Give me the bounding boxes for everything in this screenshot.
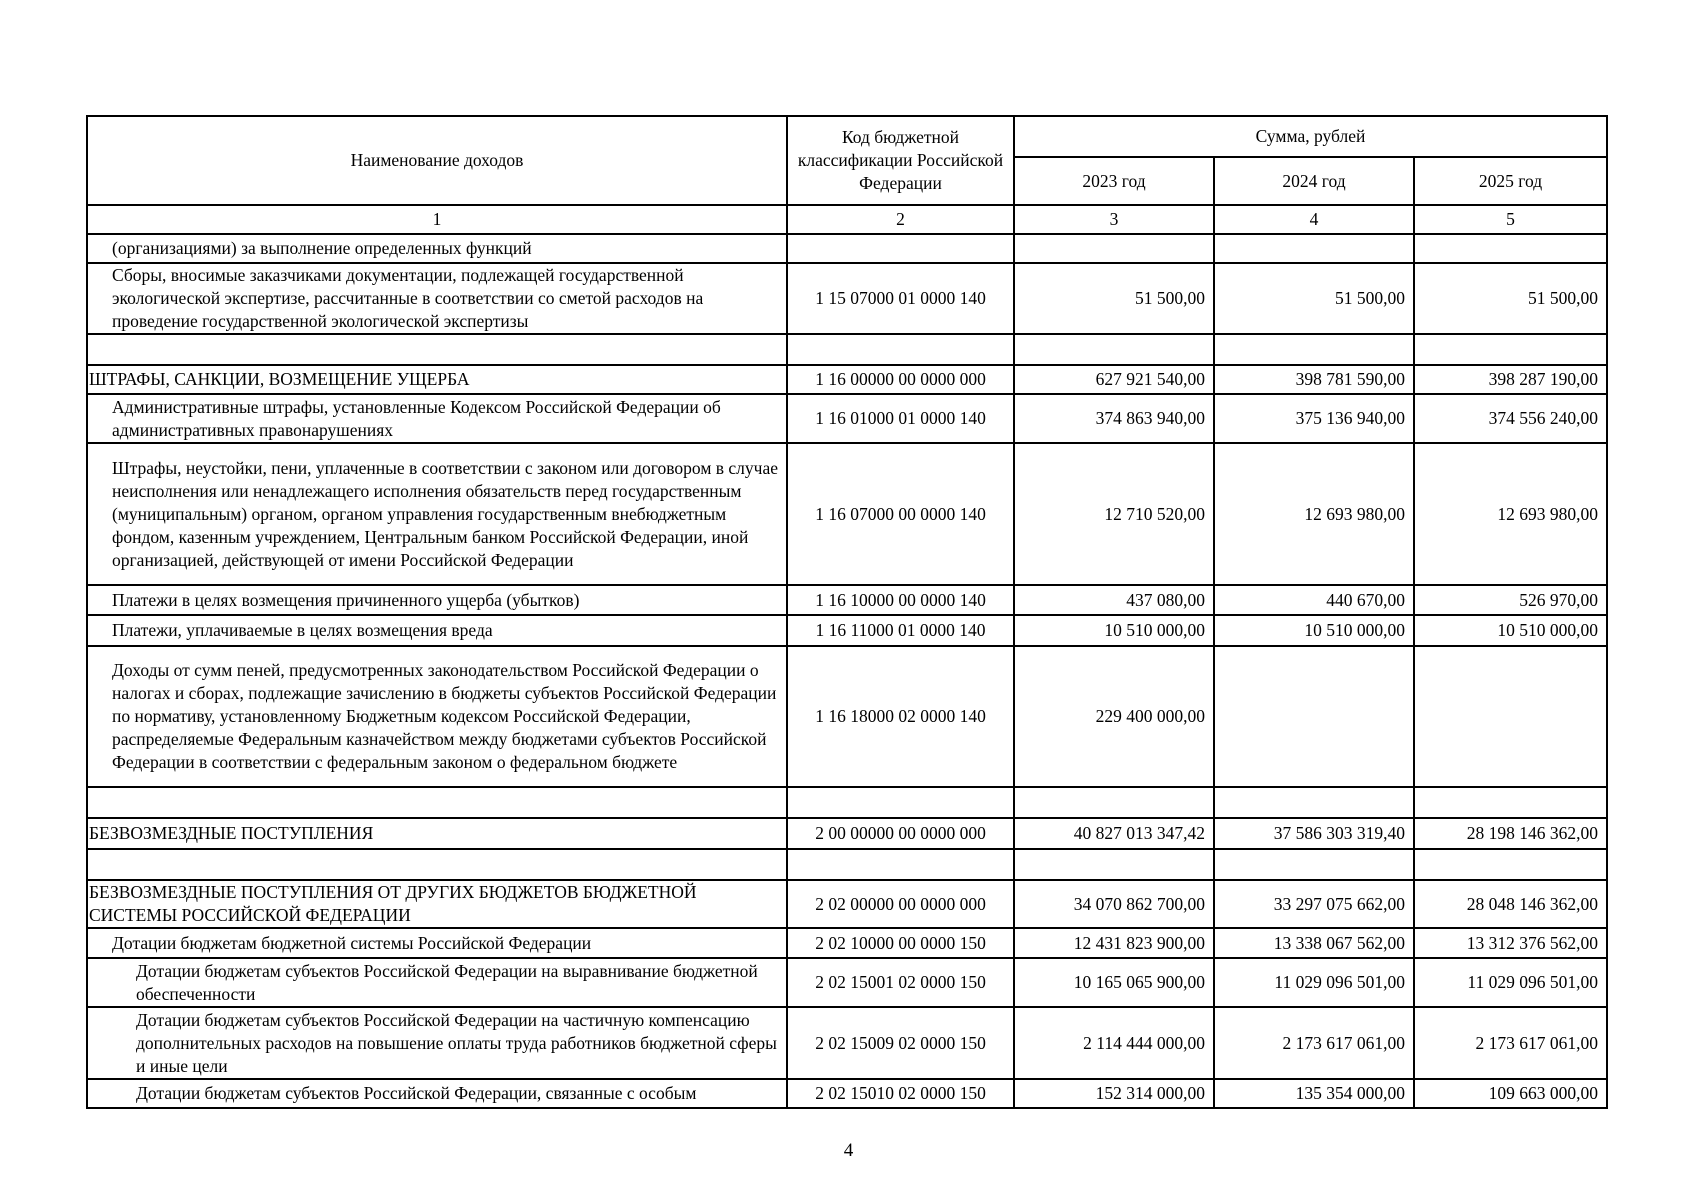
amount-2023: 40 827 013 347,42 xyxy=(1014,818,1214,849)
revenue-name: Дотации бюджетам бюджетной системы Российской Федерации xyxy=(87,928,787,958)
amount-2023: 437 080,00 xyxy=(1014,585,1214,615)
header-year-2023: 2023 год xyxy=(1014,157,1214,205)
budget-code: 2 02 15009 02 0000 150 xyxy=(787,1007,1014,1079)
table-row xyxy=(87,958,1607,1007)
revenue-name: БЕЗВОЗМЕЗДНЫЕ ПОСТУПЛЕНИЯ ОТ ДРУГИХ БЮДЖЕТОВ БЮДЖЕТНОЙ СИСТЕМЫ РОССИЙСКОЙ ФЕДЕРАЦИИ xyxy=(87,880,787,928)
column-index: 4 xyxy=(1214,205,1414,234)
amount-2024 xyxy=(1214,646,1414,787)
column-index: 3 xyxy=(1014,205,1214,234)
budget-code xyxy=(787,234,1014,263)
amount-2023: 10 510 000,00 xyxy=(1014,615,1214,646)
header-year-2024: 2024 год xyxy=(1214,157,1414,205)
amount-2023: 34 070 862 700,00 xyxy=(1014,880,1214,928)
amount-2025: 398 287 190,00 xyxy=(1414,365,1607,394)
table-row xyxy=(87,928,1607,958)
revenue-name: Доходы от сумм пеней, предусмотренных законодательством Российской Федерации о налогах и сборах, подлежащие зачислению в бюджеты субъектов Российской Федерации по нормативу, установленному Бюджетным кодексом Российской Федерации, распределяемые Федеральным казначейством между бюджетами субъектов Российской Федерации в соответствии с федеральным законом о федеральном бюджете xyxy=(87,646,787,787)
budget-code: 1 16 01000 01 0000 140 xyxy=(787,394,1014,443)
amount-2024: 440 670,00 xyxy=(1214,585,1414,615)
table-row xyxy=(87,365,1607,394)
budget-code xyxy=(787,787,1014,818)
table-row xyxy=(87,263,1607,334)
revenue-name xyxy=(87,787,787,818)
table-row xyxy=(87,646,1607,787)
revenue-name: Сборы, вносимые заказчиками документации, подлежащей государственной экологической экспертизе, рассчитанные в соответствии со сметой расходов на проведение государственной экологической экспертизы xyxy=(87,263,787,334)
column-index: 2 xyxy=(787,205,1014,234)
table-row xyxy=(87,880,1607,928)
amount-2025: 12 693 980,00 xyxy=(1414,443,1607,585)
amount-2023: 229 400 000,00 xyxy=(1014,646,1214,787)
amount-2024 xyxy=(1214,234,1414,263)
amount-2023: 627 921 540,00 xyxy=(1014,365,1214,394)
amount-2025: 28 198 146 362,00 xyxy=(1414,818,1607,849)
amount-2025 xyxy=(1414,334,1607,365)
amount-2024: 398 781 590,00 xyxy=(1214,365,1414,394)
table-row xyxy=(87,394,1607,443)
amount-2024: 11 029 096 501,00 xyxy=(1214,958,1414,1007)
revenue-name: Платежи, уплачиваемые в целях возмещения вреда xyxy=(87,615,787,646)
revenue-name: (организациями) за выполнение определенных функций xyxy=(87,234,787,263)
amount-2024: 33 297 075 662,00 xyxy=(1214,880,1414,928)
budget-code: 2 02 15001 02 0000 150 xyxy=(787,958,1014,1007)
revenue-name: БЕЗВОЗМЕЗДНЫЕ ПОСТУПЛЕНИЯ xyxy=(87,818,787,849)
revenue-name: Дотации бюджетам субъектов Российской Федерации, связанные с особым xyxy=(87,1079,787,1108)
budget-code xyxy=(787,849,1014,880)
budget-code: 2 02 00000 00 0000 000 xyxy=(787,880,1014,928)
amount-2024: 10 510 000,00 xyxy=(1214,615,1414,646)
budget-code: 2 02 10000 00 0000 150 xyxy=(787,928,1014,958)
amount-2024: 51 500,00 xyxy=(1214,263,1414,334)
table-row xyxy=(87,615,1607,646)
header-name: Наименование доходов xyxy=(87,116,787,205)
table-row xyxy=(87,818,1607,849)
amount-2023: 2 114 444 000,00 xyxy=(1014,1007,1214,1079)
revenue-name: Дотации бюджетам субъектов Российской Федерации на частичную компенсацию дополнительных расходов на повышение оплаты труда работников бюджетной сферы и иные цели xyxy=(87,1007,787,1079)
revenue-name: Платежи в целях возмещения причиненного ущерба (убытков) xyxy=(87,585,787,615)
amount-2023: 152 314 000,00 xyxy=(1014,1079,1214,1108)
table-row xyxy=(87,585,1607,615)
revenue-name xyxy=(87,849,787,880)
column-index: 5 xyxy=(1414,205,1607,234)
amount-2023: 10 165 065 900,00 xyxy=(1014,958,1214,1007)
table-row xyxy=(87,234,1607,263)
amount-2025 xyxy=(1414,234,1607,263)
table-row xyxy=(87,1007,1607,1079)
amount-2023 xyxy=(1014,234,1214,263)
amount-2025: 13 312 376 562,00 xyxy=(1414,928,1607,958)
amount-2023 xyxy=(1014,787,1214,818)
budget-code: 2 00 00000 00 0000 000 xyxy=(787,818,1014,849)
amount-2024: 12 693 980,00 xyxy=(1214,443,1414,585)
revenue-name xyxy=(87,334,787,365)
budget-table xyxy=(86,115,1608,1109)
table-row xyxy=(87,849,1607,880)
amount-2024: 375 136 940,00 xyxy=(1214,394,1414,443)
budget-code: 1 16 10000 00 0000 140 xyxy=(787,585,1014,615)
revenue-name: Штрафы, неустойки, пени, уплаченные в соответствии с законом или договором в случае неисполнения или ненадлежащего исполнения обязательств перед государственным (муниципальным) органом, органом управления государственным внебюджетным фондом, казенным учреждением, Центральным банком Российской Федерации, иной организацией, действующей от имени Российской Федерации xyxy=(87,443,787,585)
amount-2023 xyxy=(1014,849,1214,880)
column-index: 1 xyxy=(87,205,787,234)
amount-2025: 10 510 000,00 xyxy=(1414,615,1607,646)
amount-2025: 109 663 000,00 xyxy=(1414,1079,1607,1108)
revenue-name: Административные штрафы, установленные Кодексом Российской Федерации об административных правонарушениях xyxy=(87,394,787,443)
revenue-name: Дотации бюджетам субъектов Российской Федерации на выравнивание бюджетной обеспеченности xyxy=(87,958,787,1007)
header-sum: Сумма, рублей xyxy=(1014,116,1607,157)
amount-2025: 2 173 617 061,00 xyxy=(1414,1007,1607,1079)
amount-2023: 374 863 940,00 xyxy=(1014,394,1214,443)
budget-code: 1 16 00000 00 0000 000 xyxy=(787,365,1014,394)
amount-2024 xyxy=(1214,849,1414,880)
header-code: Код бюджетной классификации Российской Федерации xyxy=(787,116,1014,205)
page-number: 4 xyxy=(843,1140,854,1161)
amount-2025 xyxy=(1414,787,1607,818)
amount-2024: 13 338 067 562,00 xyxy=(1214,928,1414,958)
amount-2023: 51 500,00 xyxy=(1014,263,1214,334)
amount-2024 xyxy=(1214,787,1414,818)
budget-code: 1 16 18000 02 0000 140 xyxy=(787,646,1014,787)
budget-code xyxy=(787,334,1014,365)
table-row xyxy=(87,787,1607,818)
amount-2024: 2 173 617 061,00 xyxy=(1214,1007,1414,1079)
amount-2025: 11 029 096 501,00 xyxy=(1414,958,1607,1007)
budget-code: 2 02 15010 02 0000 150 xyxy=(787,1079,1014,1108)
table-row xyxy=(87,1079,1607,1108)
amount-2025 xyxy=(1414,646,1607,787)
table-row xyxy=(87,443,1607,585)
header-year-2025: 2025 год xyxy=(1414,157,1607,205)
amount-2023: 12 710 520,00 xyxy=(1014,443,1214,585)
table-row xyxy=(87,334,1607,365)
amount-2025: 28 048 146 362,00 xyxy=(1414,880,1607,928)
amount-2024: 37 586 303 319,40 xyxy=(1214,818,1414,849)
amount-2025: 374 556 240,00 xyxy=(1414,394,1607,443)
budget-code: 1 15 07000 01 0000 140 xyxy=(787,263,1014,334)
amount-2023 xyxy=(1014,334,1214,365)
amount-2023: 12 431 823 900,00 xyxy=(1014,928,1214,958)
revenue-name: ШТРАФЫ, САНКЦИИ, ВОЗМЕЩЕНИЕ УЩЕРБА xyxy=(87,365,787,394)
budget-code: 1 16 11000 01 0000 140 xyxy=(787,615,1014,646)
amount-2025 xyxy=(1414,849,1607,880)
amount-2025: 51 500,00 xyxy=(1414,263,1607,334)
amount-2025: 526 970,00 xyxy=(1414,585,1607,615)
amount-2024: 135 354 000,00 xyxy=(1214,1079,1414,1108)
amount-2024 xyxy=(1214,334,1414,365)
budget-code: 1 16 07000 00 0000 140 xyxy=(787,443,1014,585)
